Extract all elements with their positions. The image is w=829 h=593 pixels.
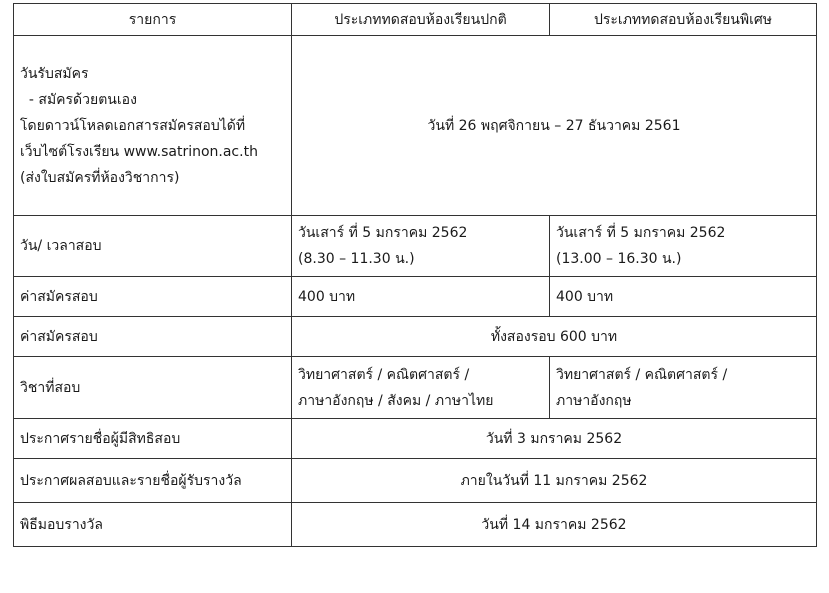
fee-regular: 400 บาท <box>292 277 550 317</box>
exam-time-regular-hours: (8.30 – 11.30 น.) <box>298 251 415 267</box>
subjects-special-line: ภาษาอังกฤษ <box>556 392 632 409</box>
header-special: ประเภททดสอบห้องเรียนพิเศษ <box>550 4 817 36</box>
exam-time-special-date: วันเสาร์ ที่ 5 มกราคม 2562 <box>556 225 726 241</box>
exam-time-label: วัน/ เวลาสอบ <box>14 216 292 277</box>
results-label: ประกาศผลสอบและรายชื่อผู้รับรางวัล <box>14 459 292 503</box>
table-row <box>14 216 817 277</box>
apply-label-line: - สมัครด้วยตนเอง <box>20 91 137 108</box>
award-label: พิธีมอบรางวัล <box>14 503 292 547</box>
apply-label-line: เว็บไซต์โรงเรียน www.satrinon.ac.th <box>20 143 258 160</box>
fee-special: 400 บาท <box>550 277 817 317</box>
apply-label-line: (ส่งใบสมัครที่ห้องวิชาการ) <box>20 169 180 186</box>
subjects-regular <box>292 357 550 419</box>
apply-label-line: โดยดาวน์โหลดเอกสารสมัครสอบได้ที่ <box>20 117 246 134</box>
subjects-label: วิชาที่สอบ <box>14 357 292 419</box>
fee-both-value: ทั้งสองรอบ 600 บาท <box>292 317 817 357</box>
table-row <box>14 277 817 317</box>
eligible-label: ประกาศรายชื่อผู้มีสิทธิสอบ <box>14 419 292 459</box>
exam-time-regular-date: วันเสาร์ ที่ 5 มกราคม 2562 <box>298 225 468 241</box>
exam-time-regular <box>292 216 550 277</box>
subjects-special-line: วิทยาศาสตร์ / คณิตศาสตร์ / <box>556 366 728 383</box>
header-regular: ประเภททดสอบห้องเรียนปกติ <box>292 4 550 36</box>
table-row <box>14 36 817 216</box>
table-row <box>14 419 817 459</box>
exam-schedule-table <box>13 3 817 547</box>
fee-label: ค่าสมัครสอบ <box>14 277 292 317</box>
table-row <box>14 503 817 547</box>
apply-dates: วันที่ 26 พฤศจิกายน – 27 ธันวาคม 2561 <box>292 36 817 216</box>
table-row <box>14 357 817 419</box>
eligible-value: วันที่ 3 มกราคม 2562 <box>292 419 817 459</box>
results-value: ภายในวันที่ 11 มกราคม 2562 <box>292 459 817 503</box>
table-row <box>14 459 817 503</box>
apply-label <box>14 36 292 216</box>
exam-time-special <box>550 216 817 277</box>
exam-time-special-hours: (13.00 – 16.30 น.) <box>556 251 682 267</box>
subjects-regular-line: ภาษาอังกฤษ / สังคม / ภาษาไทย <box>298 392 494 409</box>
table-row <box>14 317 817 357</box>
apply-label-line: วันรับสมัคร <box>20 65 89 82</box>
subjects-regular-line: วิทยาศาสตร์ / คณิตศาสตร์ / <box>298 366 470 383</box>
fee-both-label: ค่าสมัครสอบ <box>14 317 292 357</box>
header-item: รายการ <box>14 4 292 36</box>
award-value: วันที่ 14 มกราคม 2562 <box>292 503 817 547</box>
subjects-special <box>550 357 817 419</box>
table-header-row <box>14 4 817 36</box>
